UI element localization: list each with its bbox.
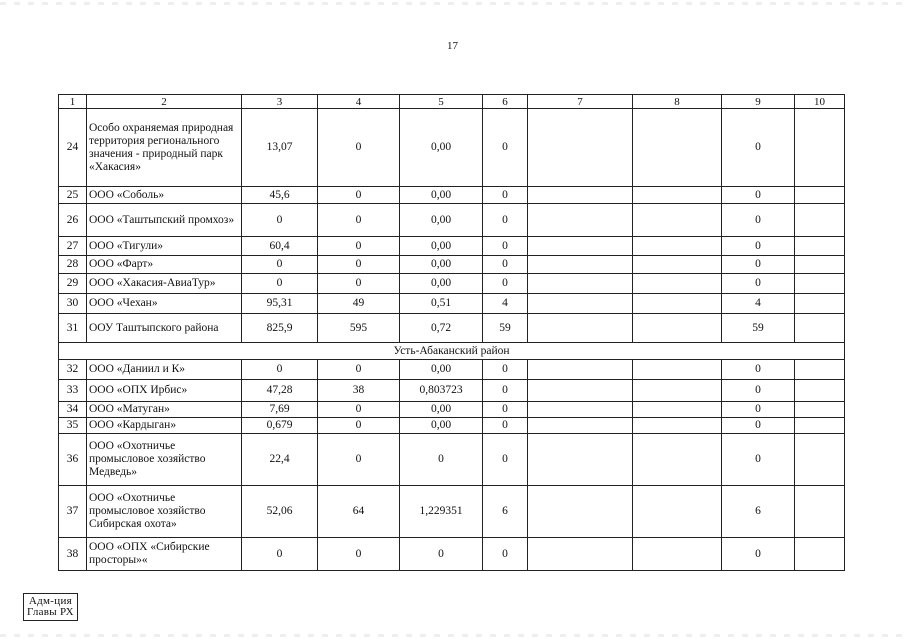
row-number-cell: 24 bbox=[59, 109, 87, 187]
col3-cell: 0 bbox=[242, 538, 318, 571]
organization-name-cell: ООО «Охотничье промысловое хозяйство Сибирская охота» bbox=[87, 486, 242, 538]
col9-cell: 0 bbox=[722, 380, 795, 402]
row-number-cell: 27 bbox=[59, 237, 87, 256]
table-row bbox=[59, 418, 845, 434]
col6-cell: 0 bbox=[483, 434, 528, 486]
organization-name-cell: ООО «Соболь» bbox=[87, 187, 242, 204]
col7-cell bbox=[528, 187, 633, 204]
col10-cell bbox=[795, 538, 845, 571]
col6-cell: 59 bbox=[483, 314, 528, 343]
col3-cell: 47,28 bbox=[242, 380, 318, 402]
col3-cell: 52,06 bbox=[242, 486, 318, 538]
row-number-cell: 36 bbox=[59, 434, 87, 486]
col9-cell: 0 bbox=[722, 204, 795, 237]
row-number-cell: 32 bbox=[59, 360, 87, 380]
col8-cell bbox=[633, 187, 722, 204]
header-row bbox=[59, 95, 845, 109]
col4-cell: 0 bbox=[318, 360, 400, 380]
column-header-2: 2 bbox=[87, 95, 242, 109]
row-number-cell: 31 bbox=[59, 314, 87, 343]
col7-cell bbox=[528, 109, 633, 187]
col7-cell bbox=[528, 294, 633, 314]
col3-cell: 13,07 bbox=[242, 109, 318, 187]
organization-name-cell: ООО «ОПХ «Сибирские просторы»« bbox=[87, 538, 242, 571]
col8-cell bbox=[633, 434, 722, 486]
row-number-cell: 30 bbox=[59, 294, 87, 314]
col5-cell: 0,00 bbox=[400, 418, 483, 434]
organization-name-cell: ООУ Таштыпского района bbox=[87, 314, 242, 343]
row-number-cell: 28 bbox=[59, 256, 87, 274]
col8-cell bbox=[633, 402, 722, 418]
column-header-3: 3 bbox=[242, 95, 318, 109]
col5-cell: 0,00 bbox=[400, 109, 483, 187]
organization-name-cell: Особо охраняемая природная территория регионального значения - природный парк «Хакасия» bbox=[87, 109, 242, 187]
row-number-cell: 34 bbox=[59, 402, 87, 418]
col4-cell: 38 bbox=[318, 380, 400, 402]
col5-cell: 0,00 bbox=[400, 274, 483, 294]
col6-cell: 0 bbox=[483, 256, 528, 274]
col5-cell: 0,00 bbox=[400, 187, 483, 204]
page-number: 17 bbox=[447, 40, 458, 52]
col7-cell bbox=[528, 434, 633, 486]
table-row bbox=[59, 314, 845, 343]
row-number-cell: 38 bbox=[59, 538, 87, 571]
table-row bbox=[59, 204, 845, 237]
col6-cell: 0 bbox=[483, 538, 528, 571]
col3-cell: 45,6 bbox=[242, 187, 318, 204]
col7-cell bbox=[528, 538, 633, 571]
column-header-5: 5 bbox=[400, 95, 483, 109]
col8-cell bbox=[633, 274, 722, 294]
stamp-line-1: Адм-ция bbox=[28, 595, 73, 607]
organization-name-cell: ООО «Хакасия-АвиаТур» bbox=[87, 274, 242, 294]
table-row bbox=[59, 187, 845, 204]
col10-cell bbox=[795, 256, 845, 274]
row-number-cell: 33 bbox=[59, 380, 87, 402]
col6-cell: 0 bbox=[483, 380, 528, 402]
col6-cell: 0 bbox=[483, 418, 528, 434]
col7-cell bbox=[528, 274, 633, 294]
table-row bbox=[59, 360, 845, 380]
col10-cell bbox=[795, 204, 845, 237]
col8-cell bbox=[633, 486, 722, 538]
table-row bbox=[59, 538, 845, 571]
col8-cell bbox=[633, 314, 722, 343]
col8-cell bbox=[633, 538, 722, 571]
col8-cell bbox=[633, 294, 722, 314]
col9-cell: 0 bbox=[722, 418, 795, 434]
col7-cell bbox=[528, 402, 633, 418]
scan-edge-top bbox=[0, 2, 905, 5]
col3-cell: 0 bbox=[242, 274, 318, 294]
col9-cell: 0 bbox=[722, 434, 795, 486]
col4-cell: 595 bbox=[318, 314, 400, 343]
col3-cell: 0 bbox=[242, 256, 318, 274]
col9-cell: 59 bbox=[722, 314, 795, 343]
col10-cell bbox=[795, 360, 845, 380]
table-row bbox=[59, 486, 845, 538]
col8-cell bbox=[633, 237, 722, 256]
col5-cell: 0,00 bbox=[400, 402, 483, 418]
col3-cell: 825,9 bbox=[242, 314, 318, 343]
col4-cell: 0 bbox=[318, 418, 400, 434]
col6-cell: 0 bbox=[483, 402, 528, 418]
col5-cell: 0,00 bbox=[400, 237, 483, 256]
stamp-line-2: Главы РХ bbox=[27, 606, 74, 618]
col10-cell bbox=[795, 486, 845, 538]
col5-cell: 1,229351 bbox=[400, 486, 483, 538]
col4-cell: 0 bbox=[318, 538, 400, 571]
col8-cell bbox=[633, 109, 722, 187]
col9-cell: 0 bbox=[722, 538, 795, 571]
col6-cell: 0 bbox=[483, 187, 528, 204]
organization-name-cell: ООО «Таштыпский промхоз» bbox=[87, 204, 242, 237]
col10-cell bbox=[795, 402, 845, 418]
scan-edge-bottom bbox=[0, 634, 905, 637]
col3-cell: 60,4 bbox=[242, 237, 318, 256]
col7-cell bbox=[528, 256, 633, 274]
col7-cell bbox=[528, 418, 633, 434]
col5-cell: 0,00 bbox=[400, 204, 483, 237]
organization-name-cell: ООО «Кардыган» bbox=[87, 418, 242, 434]
col9-cell: 0 bbox=[722, 360, 795, 380]
column-header-1: 1 bbox=[59, 95, 87, 109]
col5-cell: 0 bbox=[400, 538, 483, 571]
organization-name-cell: ООО «Тигули» bbox=[87, 237, 242, 256]
col9-cell: 0 bbox=[722, 256, 795, 274]
col5-cell: 0,00 bbox=[400, 360, 483, 380]
col7-cell bbox=[528, 380, 633, 402]
col5-cell: 0,72 bbox=[400, 314, 483, 343]
col10-cell bbox=[795, 187, 845, 204]
table-row bbox=[59, 237, 845, 256]
column-header-8: 8 bbox=[633, 95, 722, 109]
col8-cell bbox=[633, 380, 722, 402]
col4-cell: 0 bbox=[318, 274, 400, 294]
organization-name-cell: ООО «Охотничье промысловое хозяйство Медведь» bbox=[87, 434, 242, 486]
col10-cell bbox=[795, 237, 845, 256]
col6-cell: 0 bbox=[483, 204, 528, 237]
table-row bbox=[59, 294, 845, 314]
organization-name-cell: ООО «Чехан» bbox=[87, 294, 242, 314]
row-number-cell: 25 bbox=[59, 187, 87, 204]
col8-cell bbox=[633, 360, 722, 380]
col10-cell bbox=[795, 294, 845, 314]
col3-cell: 22,4 bbox=[242, 434, 318, 486]
section-row bbox=[59, 343, 845, 360]
col10-cell bbox=[795, 434, 845, 486]
row-number-cell: 37 bbox=[59, 486, 87, 538]
col4-cell: 64 bbox=[318, 486, 400, 538]
col4-cell: 0 bbox=[318, 109, 400, 187]
col8-cell bbox=[633, 256, 722, 274]
col10-cell bbox=[795, 380, 845, 402]
col4-cell: 0 bbox=[318, 256, 400, 274]
col3-cell: 0,679 bbox=[242, 418, 318, 434]
col8-cell bbox=[633, 204, 722, 237]
col9-cell: 0 bbox=[722, 237, 795, 256]
office-stamp bbox=[23, 593, 78, 621]
table-row bbox=[59, 109, 845, 187]
organization-name-cell: ООО «Даниил и К» bbox=[87, 360, 242, 380]
col6-cell: 0 bbox=[483, 274, 528, 294]
col9-cell: 4 bbox=[722, 294, 795, 314]
col5-cell: 0,803723 bbox=[400, 380, 483, 402]
col9-cell: 0 bbox=[722, 402, 795, 418]
col6-cell: 0 bbox=[483, 237, 528, 256]
col7-cell bbox=[528, 237, 633, 256]
table-row bbox=[59, 402, 845, 418]
col6-cell: 0 bbox=[483, 360, 528, 380]
col3-cell: 0 bbox=[242, 360, 318, 380]
col3-cell: 95,31 bbox=[242, 294, 318, 314]
table-row bbox=[59, 274, 845, 294]
col3-cell: 7,69 bbox=[242, 402, 318, 418]
column-header-10: 10 bbox=[795, 95, 845, 109]
organization-name-cell: ООО «Фарт» bbox=[87, 256, 242, 274]
column-header-6: 6 bbox=[483, 95, 528, 109]
table-row bbox=[59, 380, 845, 402]
section-title: Усть-Абаканский район bbox=[59, 343, 845, 360]
col4-cell: 0 bbox=[318, 402, 400, 418]
table-row bbox=[59, 256, 845, 274]
row-number-cell: 29 bbox=[59, 274, 87, 294]
column-header-4: 4 bbox=[318, 95, 400, 109]
col6-cell: 0 bbox=[483, 109, 528, 187]
column-header-9: 9 bbox=[722, 95, 795, 109]
col7-cell bbox=[528, 204, 633, 237]
row-number-cell: 26 bbox=[59, 204, 87, 237]
col9-cell: 0 bbox=[722, 109, 795, 187]
hunting-grounds-table bbox=[58, 94, 845, 571]
col4-cell: 0 bbox=[318, 434, 400, 486]
col9-cell: 0 bbox=[722, 274, 795, 294]
table-row bbox=[59, 434, 845, 486]
col9-cell: 6 bbox=[722, 486, 795, 538]
col5-cell: 0,00 bbox=[400, 256, 483, 274]
col8-cell bbox=[633, 418, 722, 434]
column-header-7: 7 bbox=[528, 95, 633, 109]
row-number-cell: 35 bbox=[59, 418, 87, 434]
col4-cell: 0 bbox=[318, 204, 400, 237]
col7-cell bbox=[528, 486, 633, 538]
col6-cell: 6 bbox=[483, 486, 528, 538]
col4-cell: 0 bbox=[318, 187, 400, 204]
col3-cell: 0 bbox=[242, 204, 318, 237]
organization-name-cell: ООО «Матуган» bbox=[87, 402, 242, 418]
col7-cell bbox=[528, 314, 633, 343]
col5-cell: 0,51 bbox=[400, 294, 483, 314]
col5-cell: 0 bbox=[400, 434, 483, 486]
col10-cell bbox=[795, 274, 845, 294]
col10-cell bbox=[795, 418, 845, 434]
col7-cell bbox=[528, 360, 633, 380]
col6-cell: 4 bbox=[483, 294, 528, 314]
col4-cell: 49 bbox=[318, 294, 400, 314]
col10-cell bbox=[795, 109, 845, 187]
col4-cell: 0 bbox=[318, 237, 400, 256]
organization-name-cell: ООО «ОПХ Ирбис» bbox=[87, 380, 242, 402]
col9-cell: 0 bbox=[722, 187, 795, 204]
col10-cell bbox=[795, 314, 845, 343]
